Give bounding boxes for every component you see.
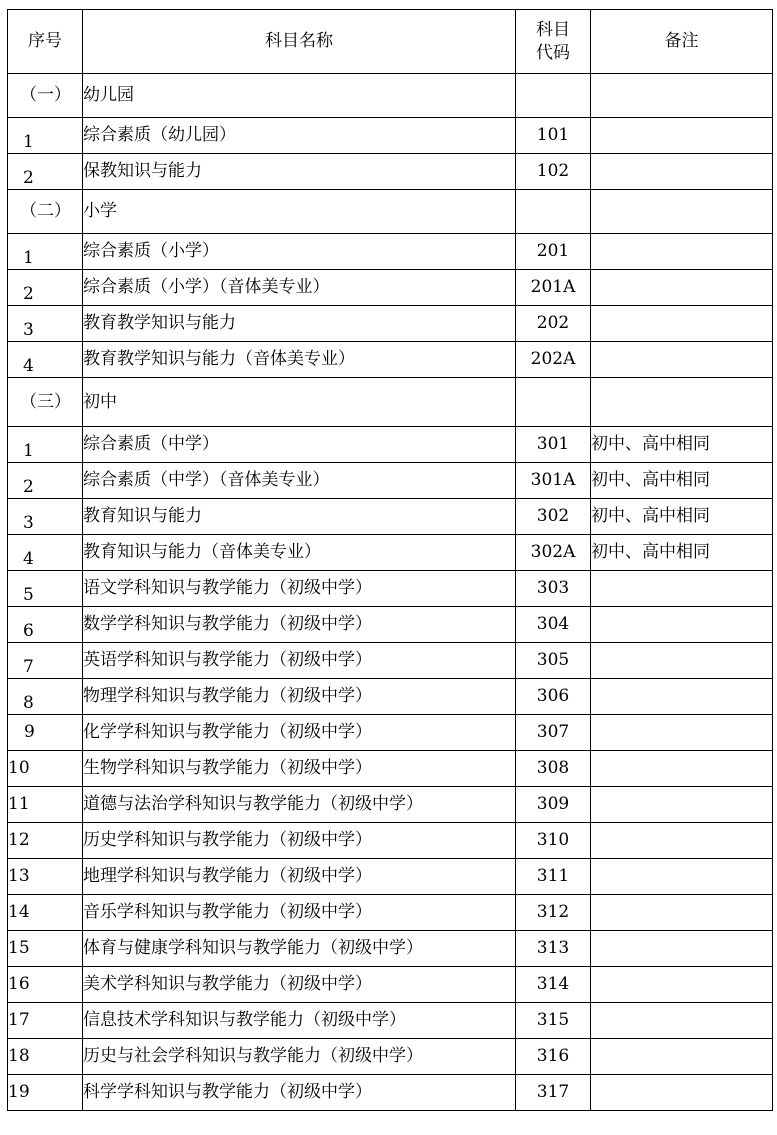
row-subject-name: 科学学科知识与教学能力（初级中学）: [83, 1075, 516, 1111]
row-subject-code: 302A: [516, 535, 591, 571]
row-subject-code: 301A: [516, 463, 591, 499]
section-code-empty: [516, 378, 591, 427]
row-note: [591, 118, 773, 154]
table-body: [8, 74, 773, 1111]
table-row: [8, 306, 773, 342]
row-subject-name: 教育教学知识与能力: [83, 306, 516, 342]
row-subject-name: 历史与社会学科知识与教学能力（初级中学）: [83, 1039, 516, 1075]
row-subject-name: 教育知识与能力（音体美专业）: [83, 535, 516, 571]
section-note-empty: [591, 190, 773, 234]
row-subject-code: 312: [516, 895, 591, 931]
row-note: 初中、高中相同: [591, 427, 773, 463]
row-seq: 1: [8, 234, 83, 270]
row-seq: 6: [8, 607, 83, 643]
row-subject-name: 教育教学知识与能力（音体美专业）: [83, 342, 516, 378]
row-subject-code: 311: [516, 859, 591, 895]
header-code: [516, 10, 591, 74]
row-note: [591, 715, 773, 751]
row-seq: 9: [8, 715, 83, 751]
row-seq: 2: [8, 463, 83, 499]
section-label: （二）: [8, 190, 83, 234]
row-subject-code: 301: [516, 427, 591, 463]
table-row: [8, 270, 773, 306]
row-subject-code: 304: [516, 607, 591, 643]
row-subject-name: 综合素质（小学）: [83, 234, 516, 270]
row-subject-code: 308: [516, 751, 591, 787]
table-header-row: [8, 10, 773, 74]
table-row: [8, 535, 773, 571]
section-note-empty: [591, 74, 773, 118]
row-note: [591, 234, 773, 270]
table-row: [8, 859, 773, 895]
row-subject-name: 体育与健康学科知识与教学能力（初级中学）: [83, 931, 516, 967]
table-row: [8, 751, 773, 787]
row-note: [591, 931, 773, 967]
row-note: 初中、高中相同: [591, 535, 773, 571]
row-subject-code: 303: [516, 571, 591, 607]
row-seq: 2: [8, 270, 83, 306]
row-subject-name: 综合素质（中学）（音体美专业）: [83, 463, 516, 499]
section-code-empty: [516, 74, 591, 118]
table-row: [8, 118, 773, 154]
row-seq: 16: [8, 967, 83, 1003]
table-row: [8, 895, 773, 931]
table-row: [8, 342, 773, 378]
table-row: [8, 643, 773, 679]
row-note: [591, 967, 773, 1003]
header-name: 科目名称: [83, 10, 516, 74]
row-note: [591, 571, 773, 607]
row-note: [591, 342, 773, 378]
row-note: [591, 154, 773, 190]
row-subject-code: 305: [516, 643, 591, 679]
row-seq: 19: [8, 1075, 83, 1111]
row-seq: 8: [8, 679, 83, 715]
row-note: [591, 306, 773, 342]
row-seq: 2: [8, 154, 83, 190]
row-subject-name: 道德与法治学科知识与教学能力（初级中学）: [83, 787, 516, 823]
row-subject-name: 信息技术学科知识与教学能力（初级中学）: [83, 1003, 516, 1039]
row-seq: 13: [8, 859, 83, 895]
row-seq: 17: [8, 1003, 83, 1039]
row-subject-code: 317: [516, 1075, 591, 1111]
row-seq: 15: [8, 931, 83, 967]
table-row: [8, 499, 773, 535]
row-subject-name: 美术学科知识与教学能力（初级中学）: [83, 967, 516, 1003]
row-subject-code: 315: [516, 1003, 591, 1039]
row-subject-code: 306: [516, 679, 591, 715]
row-note: [591, 751, 773, 787]
section-label: （三）: [8, 378, 83, 427]
row-seq: 1: [8, 118, 83, 154]
header-note: 备注: [591, 10, 773, 74]
row-note: [591, 895, 773, 931]
row-subject-name: 教育知识与能力: [83, 499, 516, 535]
row-subject-code: 313: [516, 931, 591, 967]
section-row: [8, 378, 773, 427]
row-subject-code: 307: [516, 715, 591, 751]
row-subject-code: 314: [516, 967, 591, 1003]
table-row: [8, 154, 773, 190]
row-subject-name: 综合素质（幼儿园）: [83, 118, 516, 154]
section-row: [8, 190, 773, 234]
table-row: [8, 463, 773, 499]
row-seq: 1: [8, 427, 83, 463]
row-subject-code: 202: [516, 306, 591, 342]
row-subject-name: 数学学科知识与教学能力（初级中学）: [83, 607, 516, 643]
row-seq: 5: [8, 571, 83, 607]
row-note: [591, 270, 773, 306]
row-subject-code: 310: [516, 823, 591, 859]
row-note: [591, 1003, 773, 1039]
row-subject-name: 综合素质（小学）（音体美专业）: [83, 270, 516, 306]
row-subject-code: 201: [516, 234, 591, 270]
row-note: 初中、高中相同: [591, 499, 773, 535]
row-seq: 11: [8, 787, 83, 823]
row-seq: 4: [8, 535, 83, 571]
row-subject-name: 地理学科知识与教学能力（初级中学）: [83, 859, 516, 895]
section-name: 幼儿园: [83, 74, 516, 118]
row-note: [591, 823, 773, 859]
row-seq: 14: [8, 895, 83, 931]
row-seq: 7: [8, 643, 83, 679]
table-row: [8, 234, 773, 270]
table-row: [8, 1039, 773, 1075]
row-subject-code: 201A: [516, 270, 591, 306]
table-row: [8, 931, 773, 967]
section-label: （一）: [8, 74, 83, 118]
row-note: [591, 1039, 773, 1075]
table-row: [8, 1003, 773, 1039]
table-row: [8, 1075, 773, 1111]
row-seq: 4: [8, 342, 83, 378]
row-subject-name: 英语学科知识与教学能力（初级中学）: [83, 643, 516, 679]
row-subject-name: 音乐学科知识与教学能力（初级中学）: [83, 895, 516, 931]
row-seq: 10: [8, 751, 83, 787]
row-subject-name: 保教知识与能力: [83, 154, 516, 190]
table-row: [8, 967, 773, 1003]
section-name: 小学: [83, 190, 516, 234]
row-seq: 3: [8, 306, 83, 342]
header-seq: 序号: [8, 10, 83, 74]
section-name: 初中: [83, 378, 516, 427]
section-note-empty: [591, 378, 773, 427]
section-code-empty: [516, 190, 591, 234]
subject-code-table: [7, 9, 773, 1111]
row-seq: 3: [8, 499, 83, 535]
row-note: [591, 607, 773, 643]
row-subject-code: 316: [516, 1039, 591, 1075]
table-row: [8, 787, 773, 823]
header-code-line1: 科目: [536, 19, 570, 40]
table-row: [8, 427, 773, 463]
row-subject-code: 101: [516, 118, 591, 154]
row-seq: 12: [8, 823, 83, 859]
header-code-line2: 代码: [536, 42, 570, 63]
row-subject-code: 302: [516, 499, 591, 535]
row-note: [591, 643, 773, 679]
row-subject-name: 生物学科知识与教学能力（初级中学）: [83, 751, 516, 787]
row-subject-code: 102: [516, 154, 591, 190]
row-note: [591, 1075, 773, 1111]
row-note: [591, 679, 773, 715]
table-row: [8, 823, 773, 859]
row-subject-name: 综合素质（中学）: [83, 427, 516, 463]
table-row: [8, 571, 773, 607]
row-subject-name: 物理学科知识与教学能力（初级中学）: [83, 679, 516, 715]
table-row: [8, 679, 773, 715]
row-subject-name: 历史学科知识与教学能力（初级中学）: [83, 823, 516, 859]
table-row: [8, 607, 773, 643]
section-row: [8, 74, 773, 118]
table-row: [8, 715, 773, 751]
row-subject-name: 化学学科知识与教学能力（初级中学）: [83, 715, 516, 751]
row-note: [591, 787, 773, 823]
row-subject-name: 语文学科知识与教学能力（初级中学）: [83, 571, 516, 607]
row-note: [591, 859, 773, 895]
row-subject-code: 202A: [516, 342, 591, 378]
row-seq: 18: [8, 1039, 83, 1075]
row-note: 初中、高中相同: [591, 463, 773, 499]
row-subject-code: 309: [516, 787, 591, 823]
